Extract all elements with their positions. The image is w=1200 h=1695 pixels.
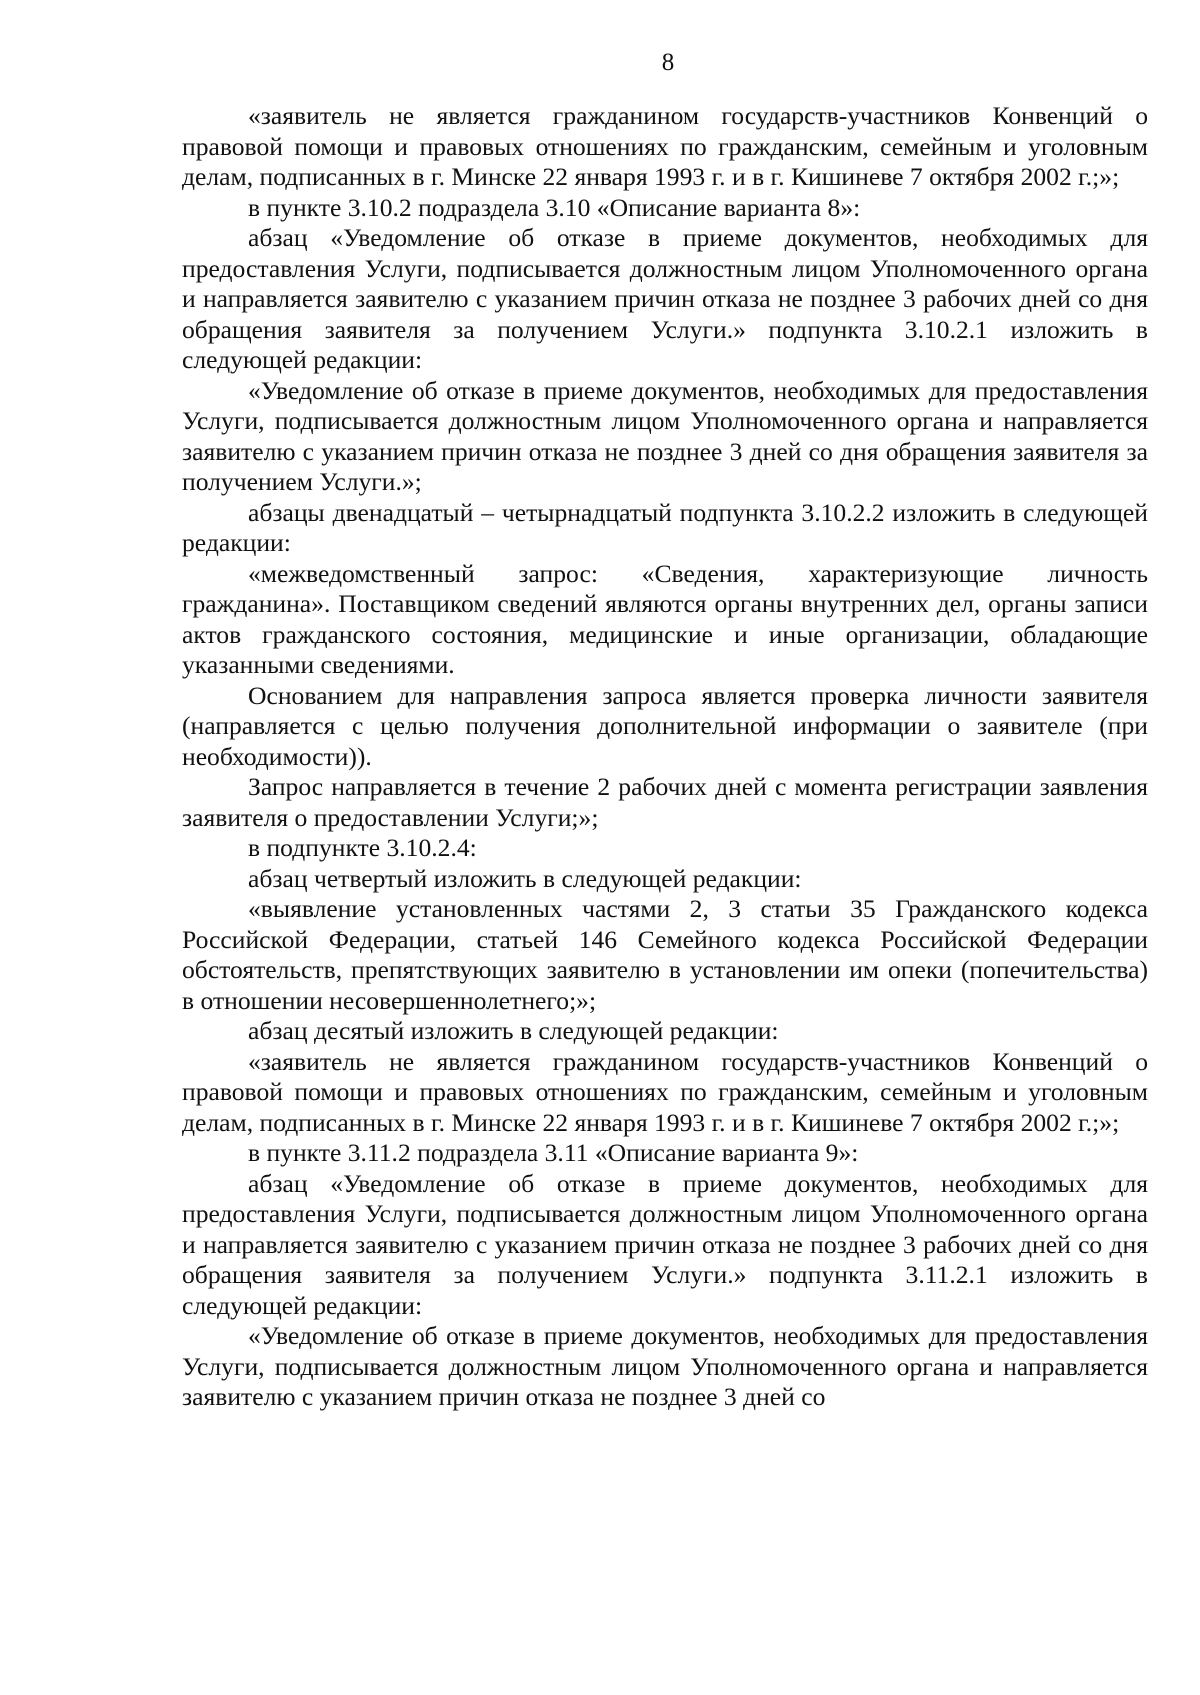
paragraph-10: абзац четвертый изложить в следующей редакции:	[248, 863, 802, 893]
paragraph-16: «Уведомление об отказе в приеме документов, необходимых для предоставления Услуги, подписывается должностным лицом Уполномоченного органа и направляется заявителю с указанием причин отказа не позднее 3 дней со	[182, 1321, 1148, 1411]
page-number: 8	[661, 49, 675, 76]
paragraph-6: «межведомственный запрос: «Сведения, характеризующие личность гражданина». Поставщиком сведений являются органы внутренних дел, органы записи актов гражданского состояния, медицинские и иные организации, обладающие указанными сведениями.	[182, 558, 1148, 679]
paragraph-5: абзацы двенадцатый – четырнадцатый подпункта 3.10.2.2 изложить в следующей редакции:	[182, 497, 1148, 557]
paragraph-9: в подпункте 3.10.2.4:	[248, 833, 477, 862]
paragraph-14: в пункте 3.11.2 подраздела 3.11 «Описание варианта 9»:	[248, 1138, 859, 1167]
document-body	[182, 101, 1148, 1413]
paragraph-4: «Уведомление об отказе в приеме документов, необходимых для предоставления Услуги, подписывается должностным лицом Уполномоченного органа и направляется заявителю с указанием причин отказа не позднее 3 дней со дня обращения заявителя за получением Услуги.»;	[182, 375, 1148, 496]
paragraph-7: Основанием для направления запроса является проверка личности заявителя (направляется с целью получения дополнительной информации о заявителе (при необходимости)).	[182, 680, 1148, 771]
paragraph-13: «заявитель не является гражданином государств-участников Конвенций о правовой помощи и правовых отношениях по гражданским, семейным и уголовным делам, подписанных в г. Минске 22 января 1993 г. и в г. Кишиневе 7 октября 2002 г.;»;	[182, 1046, 1148, 1137]
paragraph-15: абзац «Уведомление об отказе в приеме документов, необходимых для предоставления Услуги, подписывается должностным лицом Уполномоченного органа и направляется заявителю с указанием причин отказа не позднее 3 рабочих дней со дня обращения заявителя за получением Услуги.» подпункта 3.11.2.1 изложить в следующей редакции:	[182, 1168, 1148, 1320]
paragraph-3: абзац «Уведомление об отказе в приеме документов, необходимых для предоставления Услуги, подписывается должностным лицом Уполномоченного органа и направляется заявителю с указанием причин отказа не позднее 3 рабочих дней со дня обращения заявителя за получением Услуги.» подпункта 3.10.2.1 изложить в следующей редакции:	[182, 223, 1148, 374]
paragraph-1: «заявитель не является гражданином государств-участников Конвенций о правовой помощи и правовых отношениях по гражданским, семейным и уголовным делам, подписанных в г. Минске 22 января 1993 г. и в г. Кишиневе 7 октября 2002 г.;»;	[182, 101, 1148, 191]
paragraph-8: Запрос направляется в течение 2 рабочих дней с момента регистрации заявления заявителя о предоставлении Услуги;»;	[182, 772, 1148, 832]
paragraph-2: в пункте 3.10.2 подраздела 3.10 «Описание варианта 8»:	[248, 192, 861, 222]
paragraph-11: «выявление установленных частями 2, 3 статьи 35 Гражданского кодекса Российской Федерации, статьей 146 Семейного кодекса Российской Федерации обстоятельств, препятствующих заявителю в установлении им опеки (попечительства) в отношении несовершеннолетнего;»;	[182, 894, 1148, 1015]
paragraph-12: абзац десятый изложить в следующей редакции:	[248, 1016, 779, 1045]
